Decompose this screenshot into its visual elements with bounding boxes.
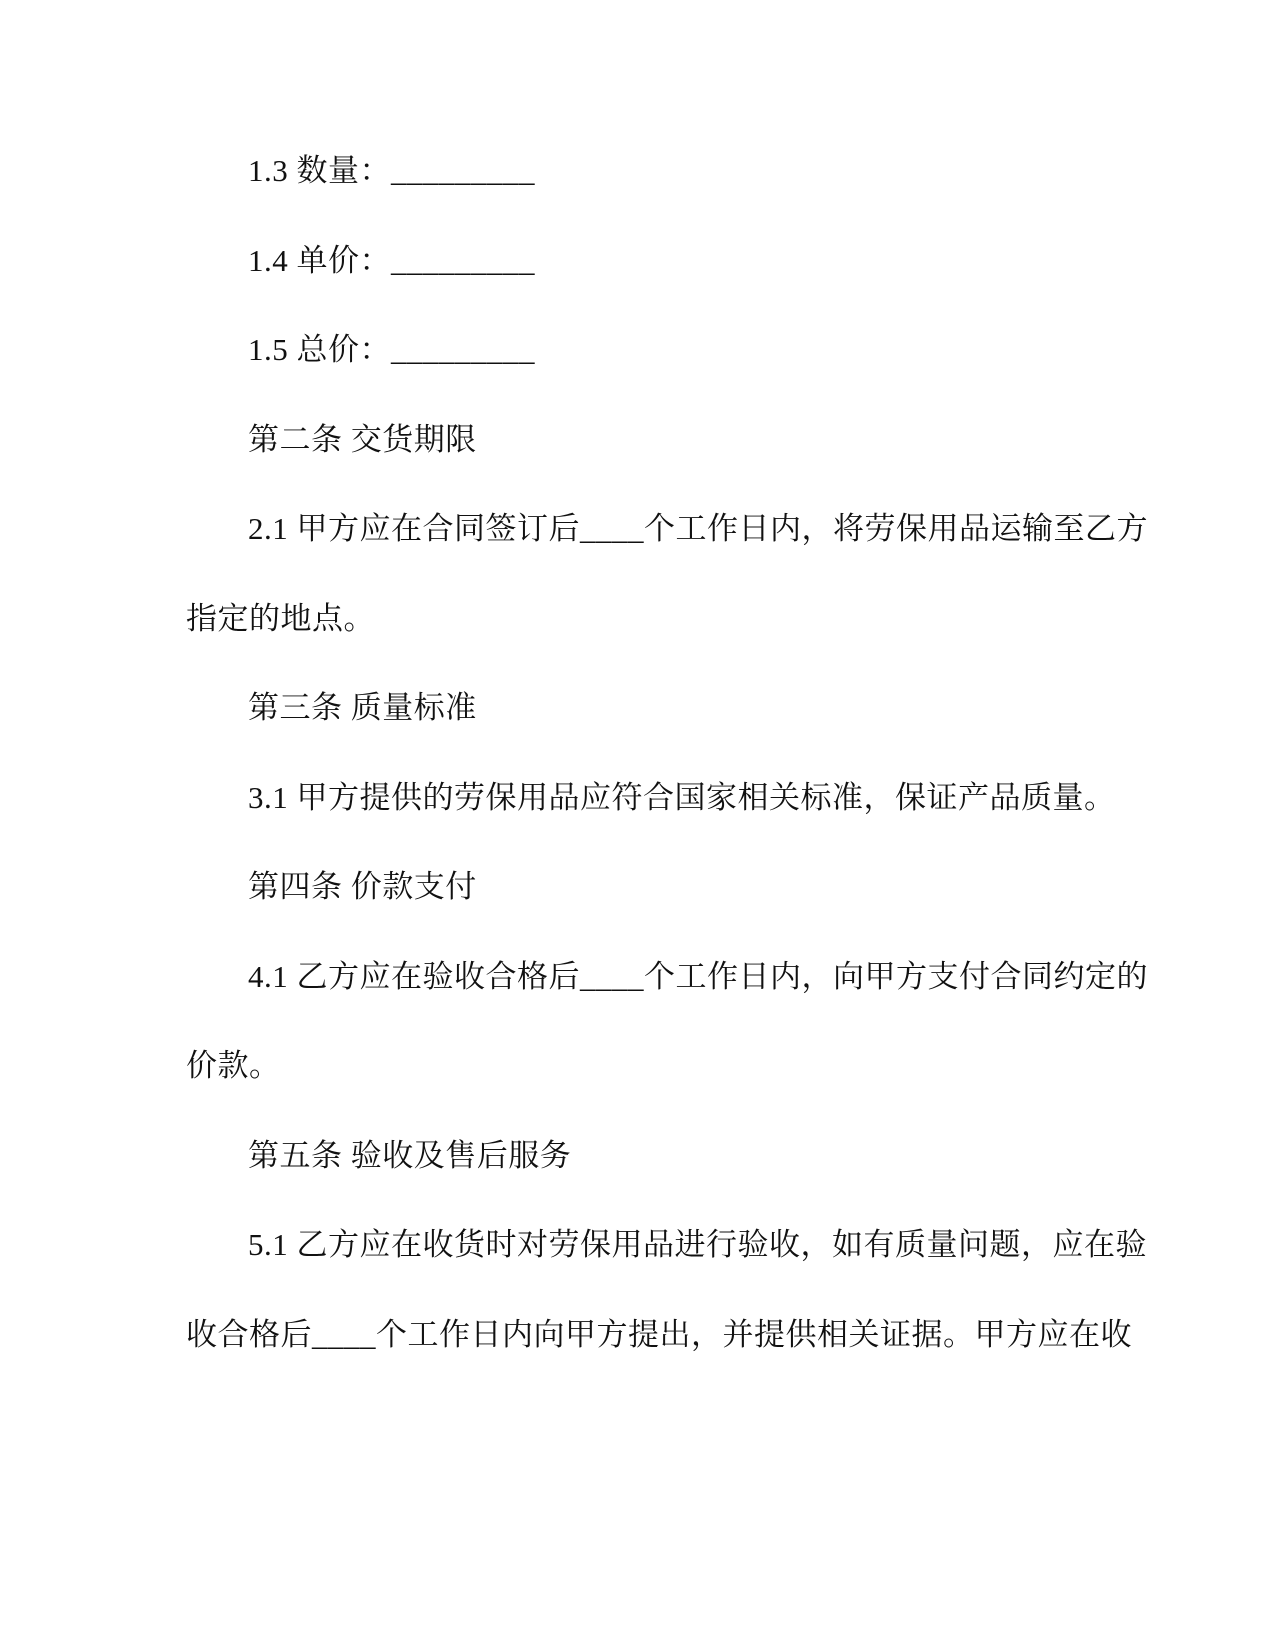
- text-line: 5.1 乙方应在收货时对劳保用品进行验收，如有质量问题，应在验: [248, 1227, 1147, 1262]
- text-line: 第五条 验收及售后服务: [248, 1137, 572, 1173]
- text-line: 价款。: [186, 1048, 281, 1083]
- text-line: 1.3 数量：_________: [248, 153, 535, 188]
- text-line: 第四条 价款支付: [248, 869, 477, 904]
- text-line: 3.1 甲方提供的劳保用品应符合国家相关标准，保证产品质量。: [248, 779, 1116, 815]
- text-line: 1.4 单价：_________: [248, 242, 535, 278]
- text-line: 第二条 交货期限: [248, 421, 477, 457]
- document-body: [186, 126, 1148, 1379]
- text-line: 指定的地点。: [186, 600, 375, 636]
- text-line: 第三条 质量标准: [248, 690, 477, 725]
- text-line: 1.5 总价：_________: [248, 332, 535, 367]
- text-line: 收合格后____个工作日内向甲方提出，并提供相关证据。甲方应在收: [186, 1316, 1132, 1352]
- text-line: 4.1 乙方应在验收合格后____个工作日内，向甲方支付合同约定的: [248, 958, 1148, 994]
- text-line: 2.1 甲方应在合同签订后____个工作日内，将劳保用品运输至乙方: [248, 511, 1148, 546]
